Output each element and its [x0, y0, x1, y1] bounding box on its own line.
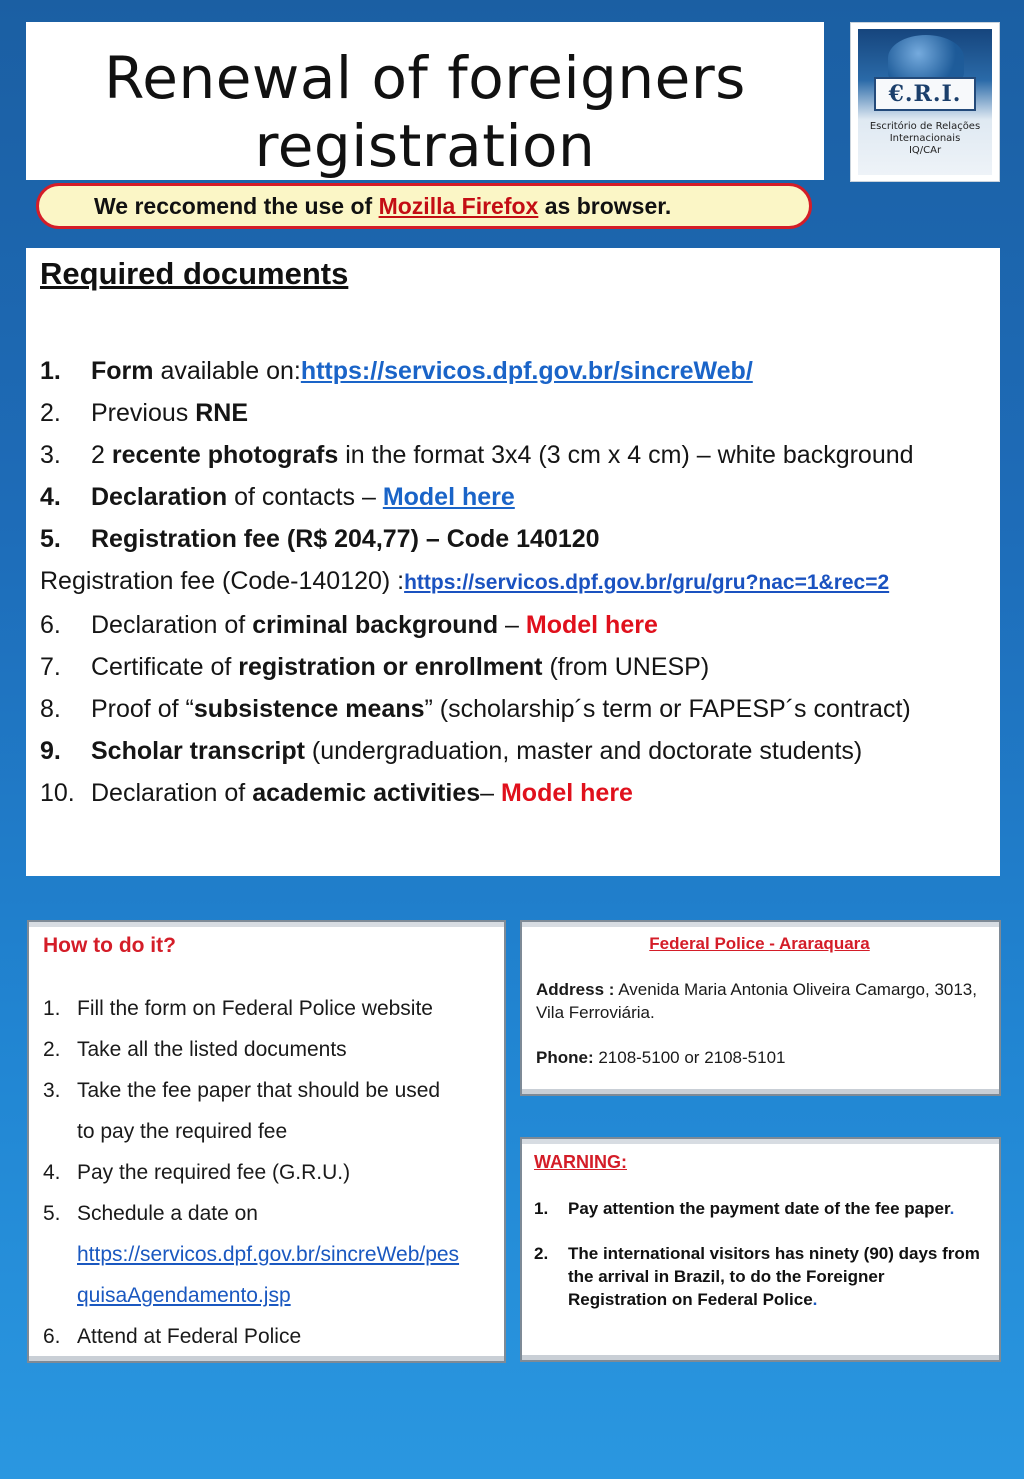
logo-background: [858, 29, 992, 175]
list-item: [43, 1316, 488, 1357]
item-bold: registration or enrollment: [238, 653, 543, 681]
item-text: Declaration of: [91, 611, 253, 639]
title-box: [26, 22, 824, 180]
item-bold: academic activities: [252, 779, 481, 807]
item-number: 7.: [40, 653, 61, 681]
item-number: 9.: [40, 737, 61, 765]
required-documents-section: [26, 248, 1000, 876]
step-text: Pay the required fee (G.R.U.): [77, 1161, 351, 1184]
globe-icon: [888, 35, 964, 81]
item-bold: recente photografs: [111, 441, 339, 469]
list-item: [40, 392, 986, 434]
warning-number: 2.: [534, 1244, 549, 1263]
warning-text: Pay attention the payment date of the fee paper: [568, 1199, 950, 1218]
gru-fee-link[interactable]: https://servicos.dpf.gov.br/gru/gru?nac=1&rec=2: [404, 571, 890, 594]
firefox-link[interactable]: Mozilla Firefox: [378, 193, 539, 219]
item-number: 6.: [40, 611, 61, 639]
warning-title: WARNING:: [534, 1152, 627, 1172]
item-bold: Declaration: [91, 483, 228, 511]
step-number: 1.: [43, 997, 61, 1020]
item-number: 10.: [40, 779, 75, 807]
step-text: Take all the listed documents: [77, 1038, 347, 1061]
logo-caption-line-1: Escritório de Relações: [869, 121, 981, 132]
address: [536, 978, 983, 1024]
logo-caption-line-2: Internacionais: [889, 133, 961, 144]
list-item: [40, 604, 986, 646]
item-number: 8.: [40, 695, 61, 723]
list-item: [43, 1029, 488, 1070]
item-text: 2: [91, 441, 112, 469]
contacts-model-link[interactable]: Model here: [382, 483, 515, 511]
required-documents-list: [40, 350, 986, 814]
step-text: Schedule a date on: [77, 1202, 258, 1225]
step-number: [43, 1111, 77, 1152]
list-item: [40, 350, 986, 392]
list-item: [43, 988, 488, 1029]
banner-text-before: We reccomend the use of: [94, 193, 379, 219]
item-number: 3.: [40, 441, 61, 469]
academic-activities-model-link[interactable]: Model here: [500, 779, 633, 807]
list-item: [43, 1193, 488, 1234]
step-number: 5.: [43, 1202, 61, 1225]
logo-caption: [858, 121, 992, 157]
phone: [536, 1046, 983, 1069]
item-text: in the format 3x4 (3 cm x 4 cm) – white background: [338, 441, 914, 469]
phone-label: Phone:: [536, 1048, 594, 1067]
list-item: [40, 688, 986, 730]
step-number: 2.: [43, 1038, 61, 1061]
schedule-link[interactable]: quisaAgendamento.jsp: [77, 1284, 291, 1307]
item-text: –: [498, 611, 526, 639]
step-number: 4.: [43, 1161, 61, 1184]
item-text: Previous: [91, 399, 196, 427]
step-text: Fill the form on Federal Police website: [77, 997, 433, 1020]
how-to-panel: [27, 920, 506, 1363]
address-value: Avenida Maria Antonia Oliveira Camargo, 3013, Vila Ferroviária.: [536, 980, 977, 1022]
item-text: of contacts –: [227, 483, 383, 511]
step-number: 6.: [43, 1325, 61, 1348]
item-bold: criminal background: [252, 611, 499, 639]
list-item: [43, 1152, 488, 1193]
criminal-background-model-link[interactable]: Model here: [525, 611, 658, 639]
federal-police-panel: [520, 920, 1001, 1096]
warning-list: [534, 1197, 983, 1311]
list-item: [43, 1111, 488, 1152]
federal-police-title: Federal Police - Araraquara: [649, 934, 870, 953]
list-item: [40, 476, 986, 518]
step-text: Attend at Federal Police: [77, 1325, 302, 1348]
title-line-1: Renewal of foreigners: [104, 44, 746, 112]
list-item: [40, 434, 986, 476]
item-text: Proof of “: [91, 695, 194, 723]
item-text: Certificate of: [91, 653, 239, 681]
list-item: [40, 518, 986, 560]
item-text: (undergraduation, master and doctorate students): [304, 737, 863, 765]
list-item: [40, 646, 986, 688]
browser-recommendation-banner: [36, 183, 812, 229]
list-item: [43, 1234, 488, 1275]
list-item: [534, 1197, 983, 1220]
item-text: (from UNESP): [542, 653, 710, 681]
list-item: [43, 1070, 488, 1111]
phone-value: 2108-5100 or 2108-5101: [593, 1048, 786, 1067]
item-bold: Form: [91, 357, 154, 385]
step-number: [43, 1234, 77, 1275]
step-number: 3.: [43, 1079, 61, 1102]
item-number: 1.: [40, 357, 61, 385]
warning-end: .: [949, 1199, 955, 1218]
sincreweb-form-link[interactable]: https://servicos.dpf.gov.br/sincreWeb/: [300, 357, 753, 385]
required-documents-title: Required documents: [40, 256, 349, 291]
step-text: Take the fee paper that should be used: [77, 1079, 441, 1102]
warning-text: The international visitors has ninety (90) days from the arrival in Brazil, to do the Foreigner Registration on Federal Police: [568, 1244, 980, 1309]
warning-end: .: [812, 1290, 818, 1309]
page-title: [26, 22, 824, 180]
item-number: 2.: [40, 399, 61, 427]
list-item: [40, 730, 986, 772]
item-text: –: [480, 779, 501, 807]
warning-panel: [520, 1137, 1001, 1362]
item-bold: subsistence means: [193, 695, 425, 723]
title-line-2: registration: [254, 112, 596, 180]
item-number: 4.: [40, 483, 61, 511]
schedule-link[interactable]: https://servicos.dpf.gov.br/sincreWeb/pes: [77, 1243, 460, 1266]
warning-number: 1.: [534, 1199, 549, 1218]
item-bold: Scholar transcript: [91, 737, 305, 765]
item-number: 5.: [40, 525, 61, 553]
item-text: ” (scholarship´s term or FAPESP´s contract): [424, 695, 911, 723]
item-bold: Registration fee (R$ 204,77) – Code 140120: [91, 525, 600, 553]
list-item: [534, 1242, 983, 1311]
list-item: [40, 772, 986, 814]
list-item: [40, 560, 986, 604]
banner-text-after: as browser.: [538, 193, 672, 219]
how-to-title: How to do it?: [43, 934, 176, 957]
item-text: Declaration of: [91, 779, 253, 807]
address-label: Address :: [536, 980, 615, 999]
step-number: [43, 1275, 77, 1316]
logo-mark: €.R.I.: [874, 77, 976, 111]
cri-logo: [850, 22, 1000, 182]
list-item: [43, 1275, 488, 1316]
how-to-steps: [43, 988, 488, 1357]
item-text: Registration fee (Code-140120) :: [40, 567, 405, 595]
item-bold: RNE: [195, 399, 249, 427]
logo-caption-line-3: IQ/CAr: [908, 145, 942, 156]
item-text: available on:: [153, 357, 301, 385]
step-text: to pay the required fee: [77, 1120, 288, 1143]
